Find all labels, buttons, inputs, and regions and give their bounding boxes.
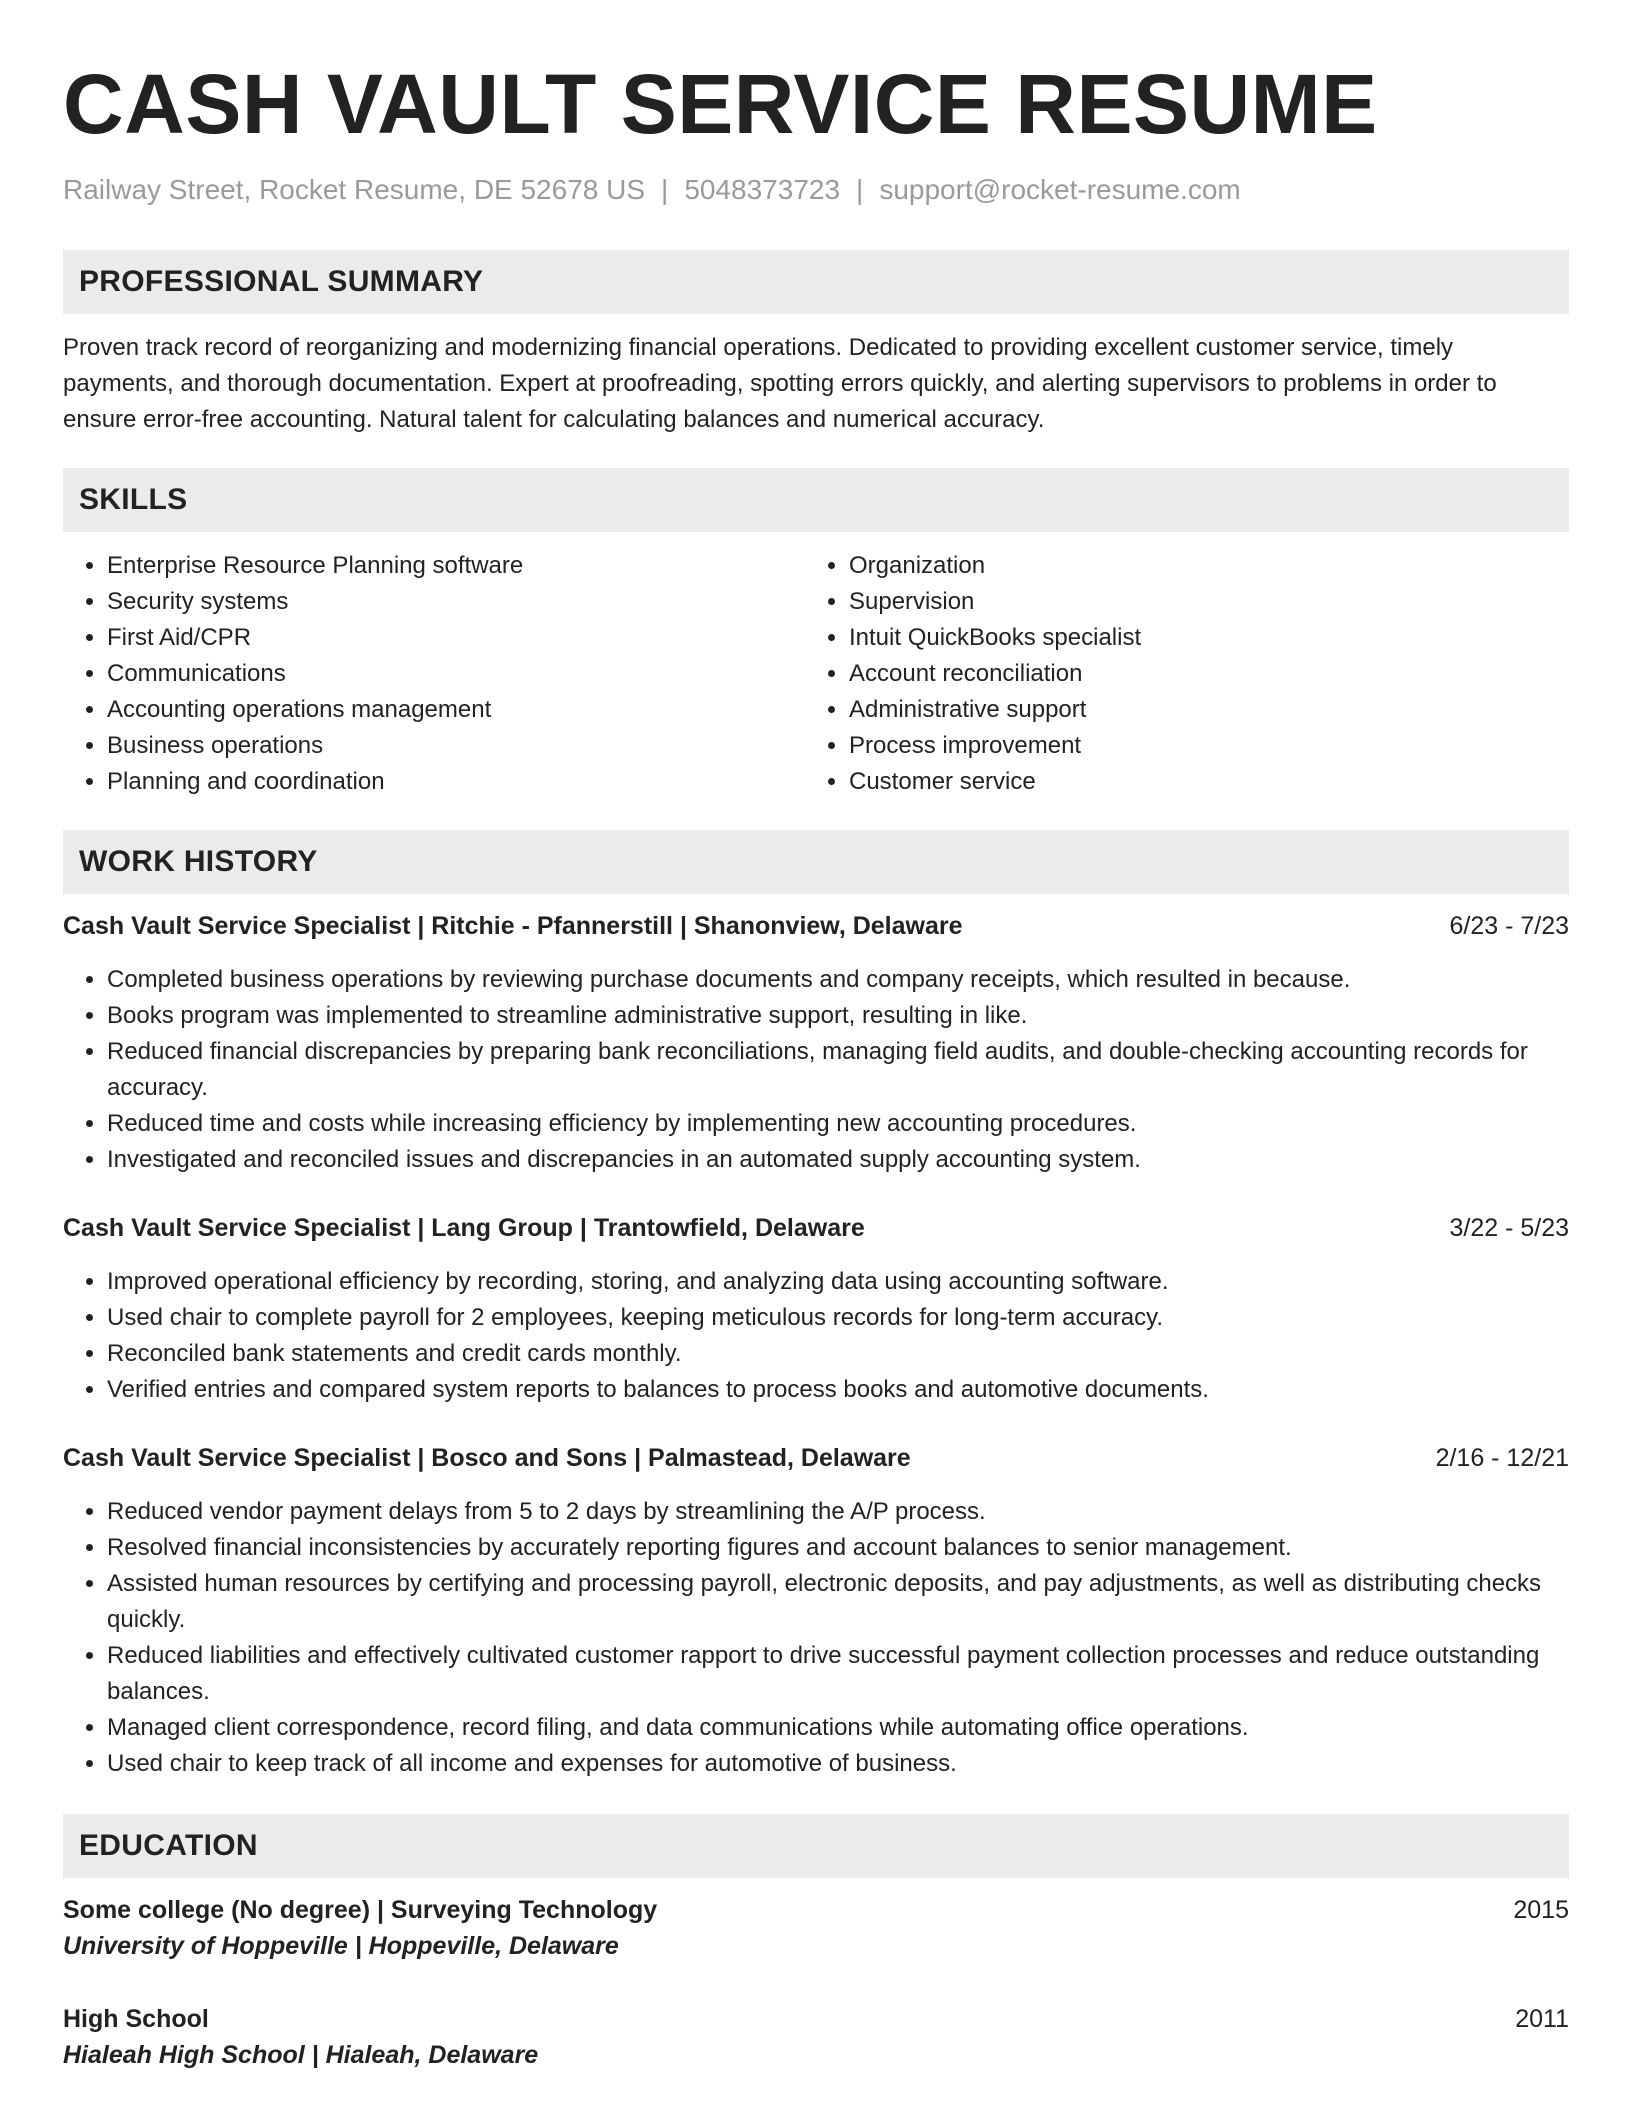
job-bullet: • Reduced vendor payment delays from 5 to 2 days by streamlining the A/P process. — [107, 1494, 1569, 1530]
job-header — [63, 908, 1569, 944]
summary-text: Proven track record of reorganizing and modernizing financial operations. Dedicated to providing excellent customer service, timely payments, and thorough documentation. Expert at proofreading, spotting errors quickly, and alerting supervisors to problems in order to ensure error-free accounting. Natural talent for calculating balances and numerical accuracy. — [63, 334, 1497, 433]
job-bullet: • Reduced liabilities and effectively cultivated customer rapport to drive successful payment collection processes and reduce outstanding balances. — [107, 1638, 1569, 1710]
job-entry — [63, 908, 1569, 1178]
education-header — [63, 1892, 1569, 1928]
job-entry — [63, 1440, 1569, 1782]
job-bullet: • Reduced time and costs while increasing efficiency by implementing new accounting procedures. — [107, 1106, 1569, 1142]
contact-phone: 5048373723 — [684, 174, 841, 205]
skill-item: • Supervision — [849, 584, 1547, 620]
skill-item: • Customer service — [849, 764, 1547, 800]
skill-item: • First Aid/CPR — [107, 620, 805, 656]
skill-item: • Intuit QuickBooks specialist — [849, 620, 1547, 656]
job-dates: 3/22 - 5/23 — [1449, 1214, 1569, 1242]
job-title: Cash Vault Service Specialist | Lang Group | Trantowfield, Delaware — [63, 1214, 865, 1242]
job-title: Cash Vault Service Specialist | Ritchie - Pfannerstill | Shanonview, Delaware — [63, 912, 963, 940]
job-bullet: • Investigated and reconciled issues and discrepancies in an automated supply accounting system. — [107, 1142, 1569, 1178]
education-year: 2011 — [1515, 2005, 1569, 2033]
contact-email: support@rocket-resume.com — [879, 174, 1241, 205]
job-entry — [63, 1210, 1569, 1408]
job-bullets — [63, 1264, 1569, 1408]
resume-title: CASH VAULT SERVICE RESUME — [63, 57, 1378, 151]
education-header — [63, 2001, 1569, 2037]
contact-separator: | — [661, 174, 669, 205]
contact-address: Railway Street, Rocket Resume, DE 52678 US — [63, 174, 646, 205]
job-bullets — [63, 962, 1569, 1178]
job-bullet: • Improved operational efficiency by recording, storing, and analyzing data using accounting software. — [107, 1264, 1569, 1300]
skill-item: • Accounting operations management — [107, 692, 805, 728]
job-header — [63, 1210, 1569, 1246]
job-header — [63, 1440, 1569, 1476]
section-heading-work: WORK HISTORY — [63, 830, 1569, 894]
job-dates: 2/16 - 12/21 — [1435, 1444, 1569, 1472]
skills-column-left — [63, 548, 805, 800]
job-bullet: • Resolved financial inconsistencies by accurately reporting figures and account balances to senior management. — [107, 1530, 1569, 1566]
education-degree: High School — [63, 2005, 209, 2033]
skill-item: • Process improvement — [849, 728, 1547, 764]
job-bullet: • Managed client correspondence, record filing, and data communications while automating office operations. — [107, 1710, 1569, 1746]
section-heading-skills: SKILLS — [63, 468, 1569, 532]
skill-item: • Organization — [849, 548, 1547, 584]
job-bullet: • Verified entries and compared system reports to balances to process books and automotive documents. — [107, 1372, 1569, 1408]
job-bullet: • Used chair to keep track of all income and expenses for automotive of business. — [107, 1746, 1569, 1782]
job-bullet: • Assisted human resources by certifying and processing payroll, electronic deposits, and pay adjustments, as well as distributing checks quickly. — [107, 1566, 1569, 1638]
education-school: University of Hoppeville | Hoppeville, Delaware — [63, 1932, 619, 1960]
job-bullet: • Reduced financial discrepancies by preparing bank reconciliations, managing field audits, and double-checking accounting records for accuracy. — [107, 1034, 1569, 1106]
education-year: 2015 — [1513, 1896, 1569, 1924]
skills-list — [63, 548, 1569, 800]
skill-item: • Enterprise Resource Planning software — [107, 548, 805, 584]
education-entry — [63, 1892, 1569, 1964]
education-degree: Some college (No degree) | Surveying Technology — [63, 1896, 658, 1924]
education-school: Hialeah High School | Hialeah, Delaware — [63, 2041, 539, 2069]
job-title: Cash Vault Service Specialist | Bosco and Sons | Palmastead, Delaware — [63, 1444, 911, 1472]
job-bullet: • Used chair to complete payroll for 2 employees, keeping meticulous records for long-term accuracy. — [107, 1300, 1569, 1336]
job-bullet: • Completed business operations by reviewing purchase documents and company receipts, which resulted in because. — [107, 962, 1569, 998]
contact-separator: | — [856, 174, 864, 205]
section-heading-summary: PROFESSIONAL SUMMARY — [63, 250, 1569, 314]
job-dates: 6/23 - 7/23 — [1449, 912, 1569, 940]
job-bullet: • Books program was implemented to streamline administrative support, resulting in like. — [107, 998, 1569, 1034]
job-bullets — [63, 1494, 1569, 1782]
skill-item: • Account reconciliation — [849, 656, 1547, 692]
skills-column-right — [805, 548, 1547, 800]
skill-item: • Administrative support — [849, 692, 1547, 728]
skill-item: • Planning and coordination — [107, 764, 805, 800]
section-heading-education: EDUCATION — [63, 1814, 1569, 1878]
skill-item: • Communications — [107, 656, 805, 692]
skill-item: • Security systems — [107, 584, 805, 620]
skill-item: • Business operations — [107, 728, 805, 764]
job-bullet: • Reconciled bank statements and credit cards monthly. — [107, 1336, 1569, 1372]
contact-line — [63, 172, 1569, 208]
education-entry — [63, 2001, 1569, 2073]
